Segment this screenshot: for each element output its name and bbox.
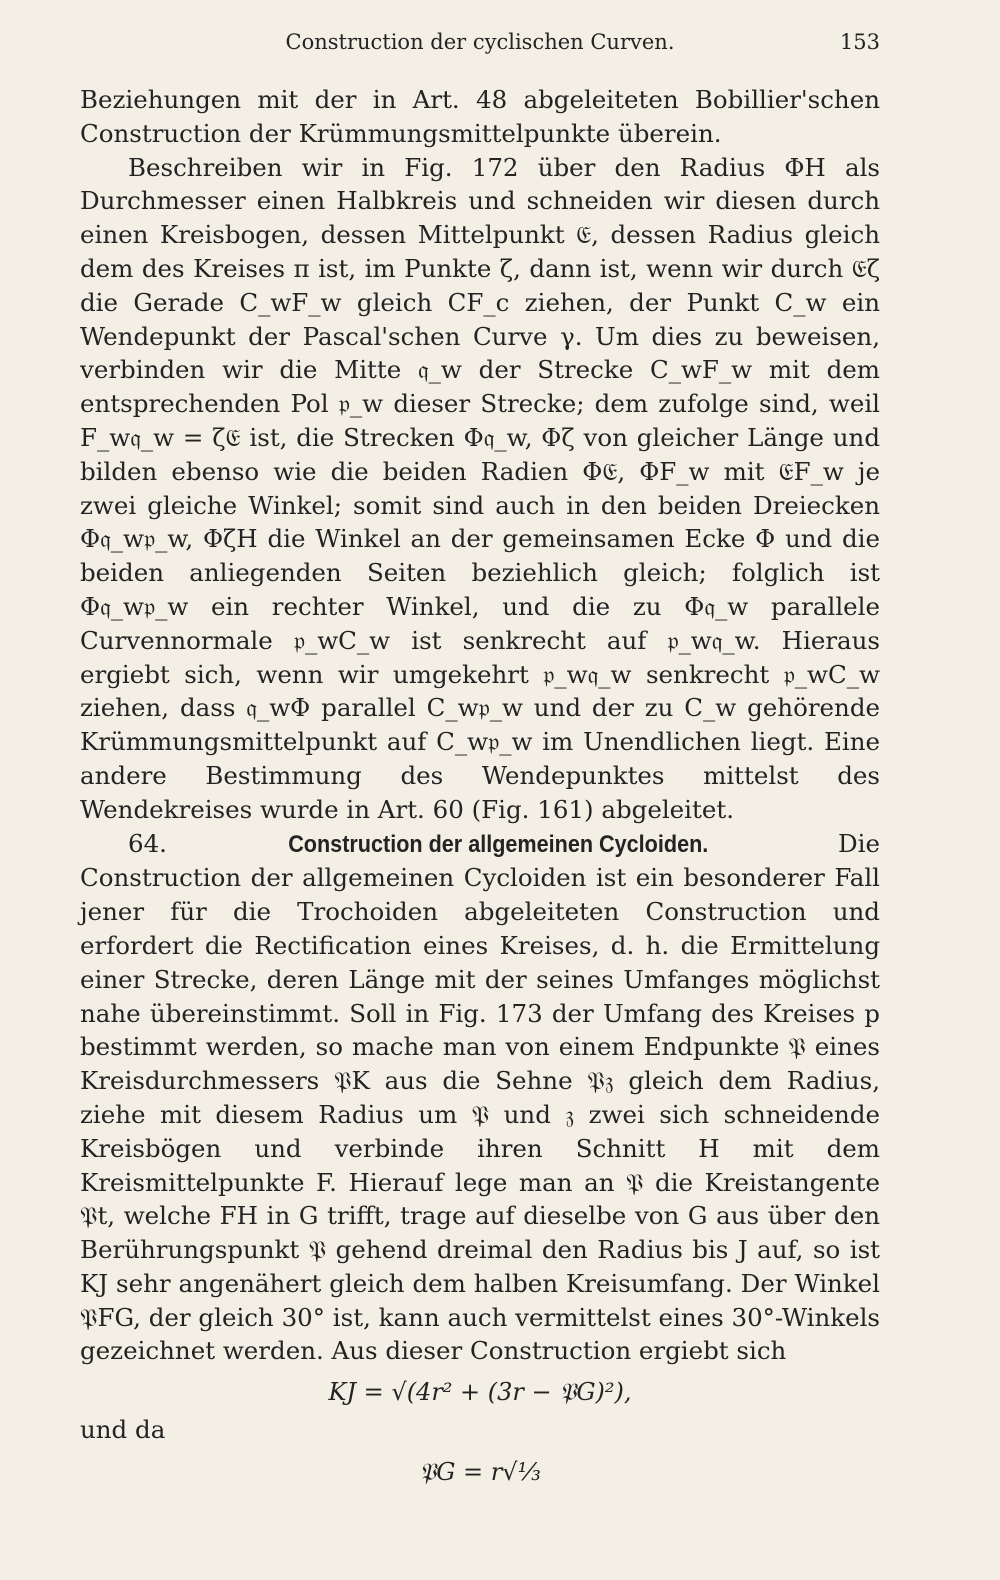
paragraph-fig-172: Beschreiben wir in Fig. 172 über den Radius ΦH als Durchmesser einen Halbkreis und schneiden wir diesen durch einen Kreisbogen, dessen Mittelpunkt 𝔈, dessen Radius gleich dem des Kreises π ist, im Punkte ζ, dann ist, wenn wir durch 𝔈ζ die Gerade C_wF_w gleich CF_c ziehen, der Punkt C_w ein Wendepunkt der Pascal'schen Curve γ. Um dies zu beweisen, verbinden wir die Mitte 𝔮_w der Strecke C_wF_w mit dem entsprechenden Pol 𝔭_w dieser Strecke; dem zufolge sind, weil F_w𝔮_w = ζ𝔈 ist, die Strecken Φ𝔮_w, Φζ von gleicher Länge und bilden ebenso wie die beiden Radien Φ𝔈, ΦF_w mit 𝔈F_w je zwei gleiche Winkel; somit sind auch in den beiden Dreiecken Φ𝔮_w𝔭_w, ΦζH die Winkel an der gemeinsamen Ecke Φ und die beiden anliegenden Seiten beziehlich gleich; folglich ist Φ𝔮_w𝔭_w ein rechter Winkel, und die zu Φ𝔮_w parallele Curvennormale 𝔭_wC_w ist senkrecht auf 𝔭_w𝔮_w. Hieraus ergiebt sich, wenn wir umgekehrt 𝔭_w𝔮_w senkrecht 𝔭_wC_w ziehen, dass 𝔮_wΦ parallel C_w𝔭_w und der zu C_w gehörende Krümmungsmittelpunkt auf C_w𝔭_w im Unendlichen liegt. Eine andere Bestimmung des Wendepunktes mittelst des Wendekreises wurde in Art. 60 (Fig. 161) abgeleitet. [80,152,880,824]
section-64 [80,827,880,1369]
formula-pg: 𝔓G = r√⅓ [419,1458,541,1487]
section-text: Die Construction der allgemeinen Cycloiden ist ein besonderer Fall jener für die Trochoiden abgeleiteten Construction und erfordert die Rectification eines Kreises, d. h. die Ermittelung einer Strecke, deren Länge mit der seines Umfanges möglichst nahe übereinstimmt. Soll in Fig. 173 der Umfang des Kreises p bestimmt werden, so mache man von einem Endpunkte 𝔓 eines Kreisdurchmessers 𝔓K aus die Sehne 𝔓𝔷 gleich dem Radius, ziehe mit diesem Radius um 𝔓 und 𝔷 zwei sich schneidende Kreisbögen und verbinde ihren Schnitt H mit dem Kreismittelpunkte F. Hierauf lege man an 𝔓 die Kreistangente 𝔓t, welche FH in G trifft, trage auf dieselbe von G aus über den Berührungspunkt 𝔓 gehend dreimal den Radius bis J auf, so ist KJ sehr angenähert gleich dem halben Kreisumfang. Der Winkel 𝔓FG, der gleich 30° ist, kann auch vermittelst eines 30°-Winkels gezeichnet werden. Aus dieser Construction ergiebt sich [80,828,880,1366]
page-body [80,83,880,1492]
section-number: 64. [128,828,167,858]
paragraph-continuation: Beziehungen mit der in Art. 48 abgeleiteten Bobillier'schen Construction der Krümmungsmittelpunkte überein. [80,85,880,148]
section-heading: Construction der allgemeinen Cycloiden. [288,830,709,858]
formula-kj: KJ = √(4r² + (3r − 𝔓G)²), [328,1378,632,1407]
running-head [80,30,880,64]
running-head-title: Construction der cyclischen Curven. [285,30,675,54]
connector-text: und da [80,1415,166,1445]
page-number: 153 [839,30,880,54]
